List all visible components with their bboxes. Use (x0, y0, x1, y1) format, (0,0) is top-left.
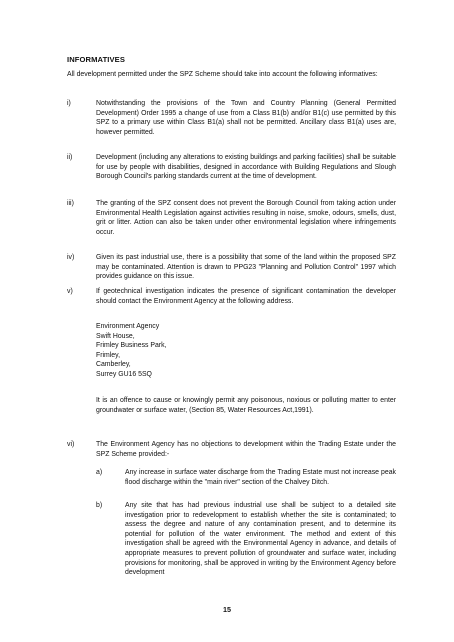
item-text: The granting of the SPZ consent does not prevent the Borough Council from taking action under Environmental Health Legislation against activities resulting in noise, smoke, odours, smells, dust, grit or litter. Action can also be taken under other environmental legislation where infringements occur. (96, 200, 396, 236)
address-line: Frimley, (96, 351, 120, 359)
sub-item-letter: a) (96, 469, 103, 476)
address-block (67, 322, 397, 386)
page-number: 15 (223, 605, 231, 614)
postal-address (96, 322, 166, 380)
address-line: Camberley, (96, 361, 131, 369)
sub-item-text: Any increase in surface water discharge from the Trading Estate must not increase peak flood discharge within the "main river" section of the Chalvey Ditch. (125, 469, 396, 486)
item-text: Notwithstanding the provisions of the Town and Country Planning (General Permitted Development) Order 1995 a change of use from a Class B1(b) and/or B1(c) use permitted by this SPZ to a primary use within Class B1(a) shall not be permitted. Ancillary class B1(a) uses are, however permitted. (96, 100, 396, 136)
intro-paragraph: All development permitted under the SPZ Scheme should take into account the following informatives: (67, 71, 378, 78)
address-line: Frimley Business Park, (96, 342, 167, 350)
item-number: i) (67, 100, 71, 107)
item-text: Given its past industrial use, there is a possibility that some of the land within the proposed SPZ may be contaminated. Attention is drawn to PPG23 "Planning and Pollution Control" 1997 which provides guidance on this issue. (96, 254, 396, 281)
item-text: Development (including any alterations to existing buildings and parking facilities) shall be suitable for use by people with disabilities, designed in accordance with Building Regulations and Slough Borough Council's parking standards current at the time of development. (96, 154, 396, 181)
item-number: v) (67, 288, 73, 295)
address-line: Surrey GU16 5SQ (96, 370, 152, 378)
sub-item-text: Any site that has had previous industrial use shall be subject to a detailed site investigation prior to redevelopment to establish whether the site is contaminated; to assess the degree and nature of any contamination present, and to determine its potential for pollution of the water environment. The method and extent of this investigation shall be agreed with the Environmental Agency in advance, and details of appropriate measures to prevent pollution of groundwater and surface water, including provisions for monitoring, shall be approved in writing by the Environment Agency before development (125, 502, 396, 577)
address-line: Swift House, (96, 332, 135, 340)
item-number: iii) (67, 200, 74, 207)
item-text: It is an offence to cause or knowingly permit any poisonous, noxious or polluting matter to enter groundwater or surface water, (Section 85, Water Resources Act,1991). (96, 397, 396, 414)
item-number: iv) (67, 254, 75, 261)
sub-item-letter: b) (96, 502, 103, 509)
item-number: ii) (67, 154, 73, 161)
item-text: If geotechnical investigation indicates the presence of significant contamination the developer should contact the Environment Agency at the following address. (96, 288, 396, 305)
item-text: The Environment Agency has no objections to development within the Trading Estate under the SPZ Scheme provided:- (96, 441, 396, 458)
address-line: Environment Agency (96, 323, 160, 330)
section-heading: INFORMATIVES (67, 55, 126, 64)
item-number: vi) (67, 441, 75, 448)
